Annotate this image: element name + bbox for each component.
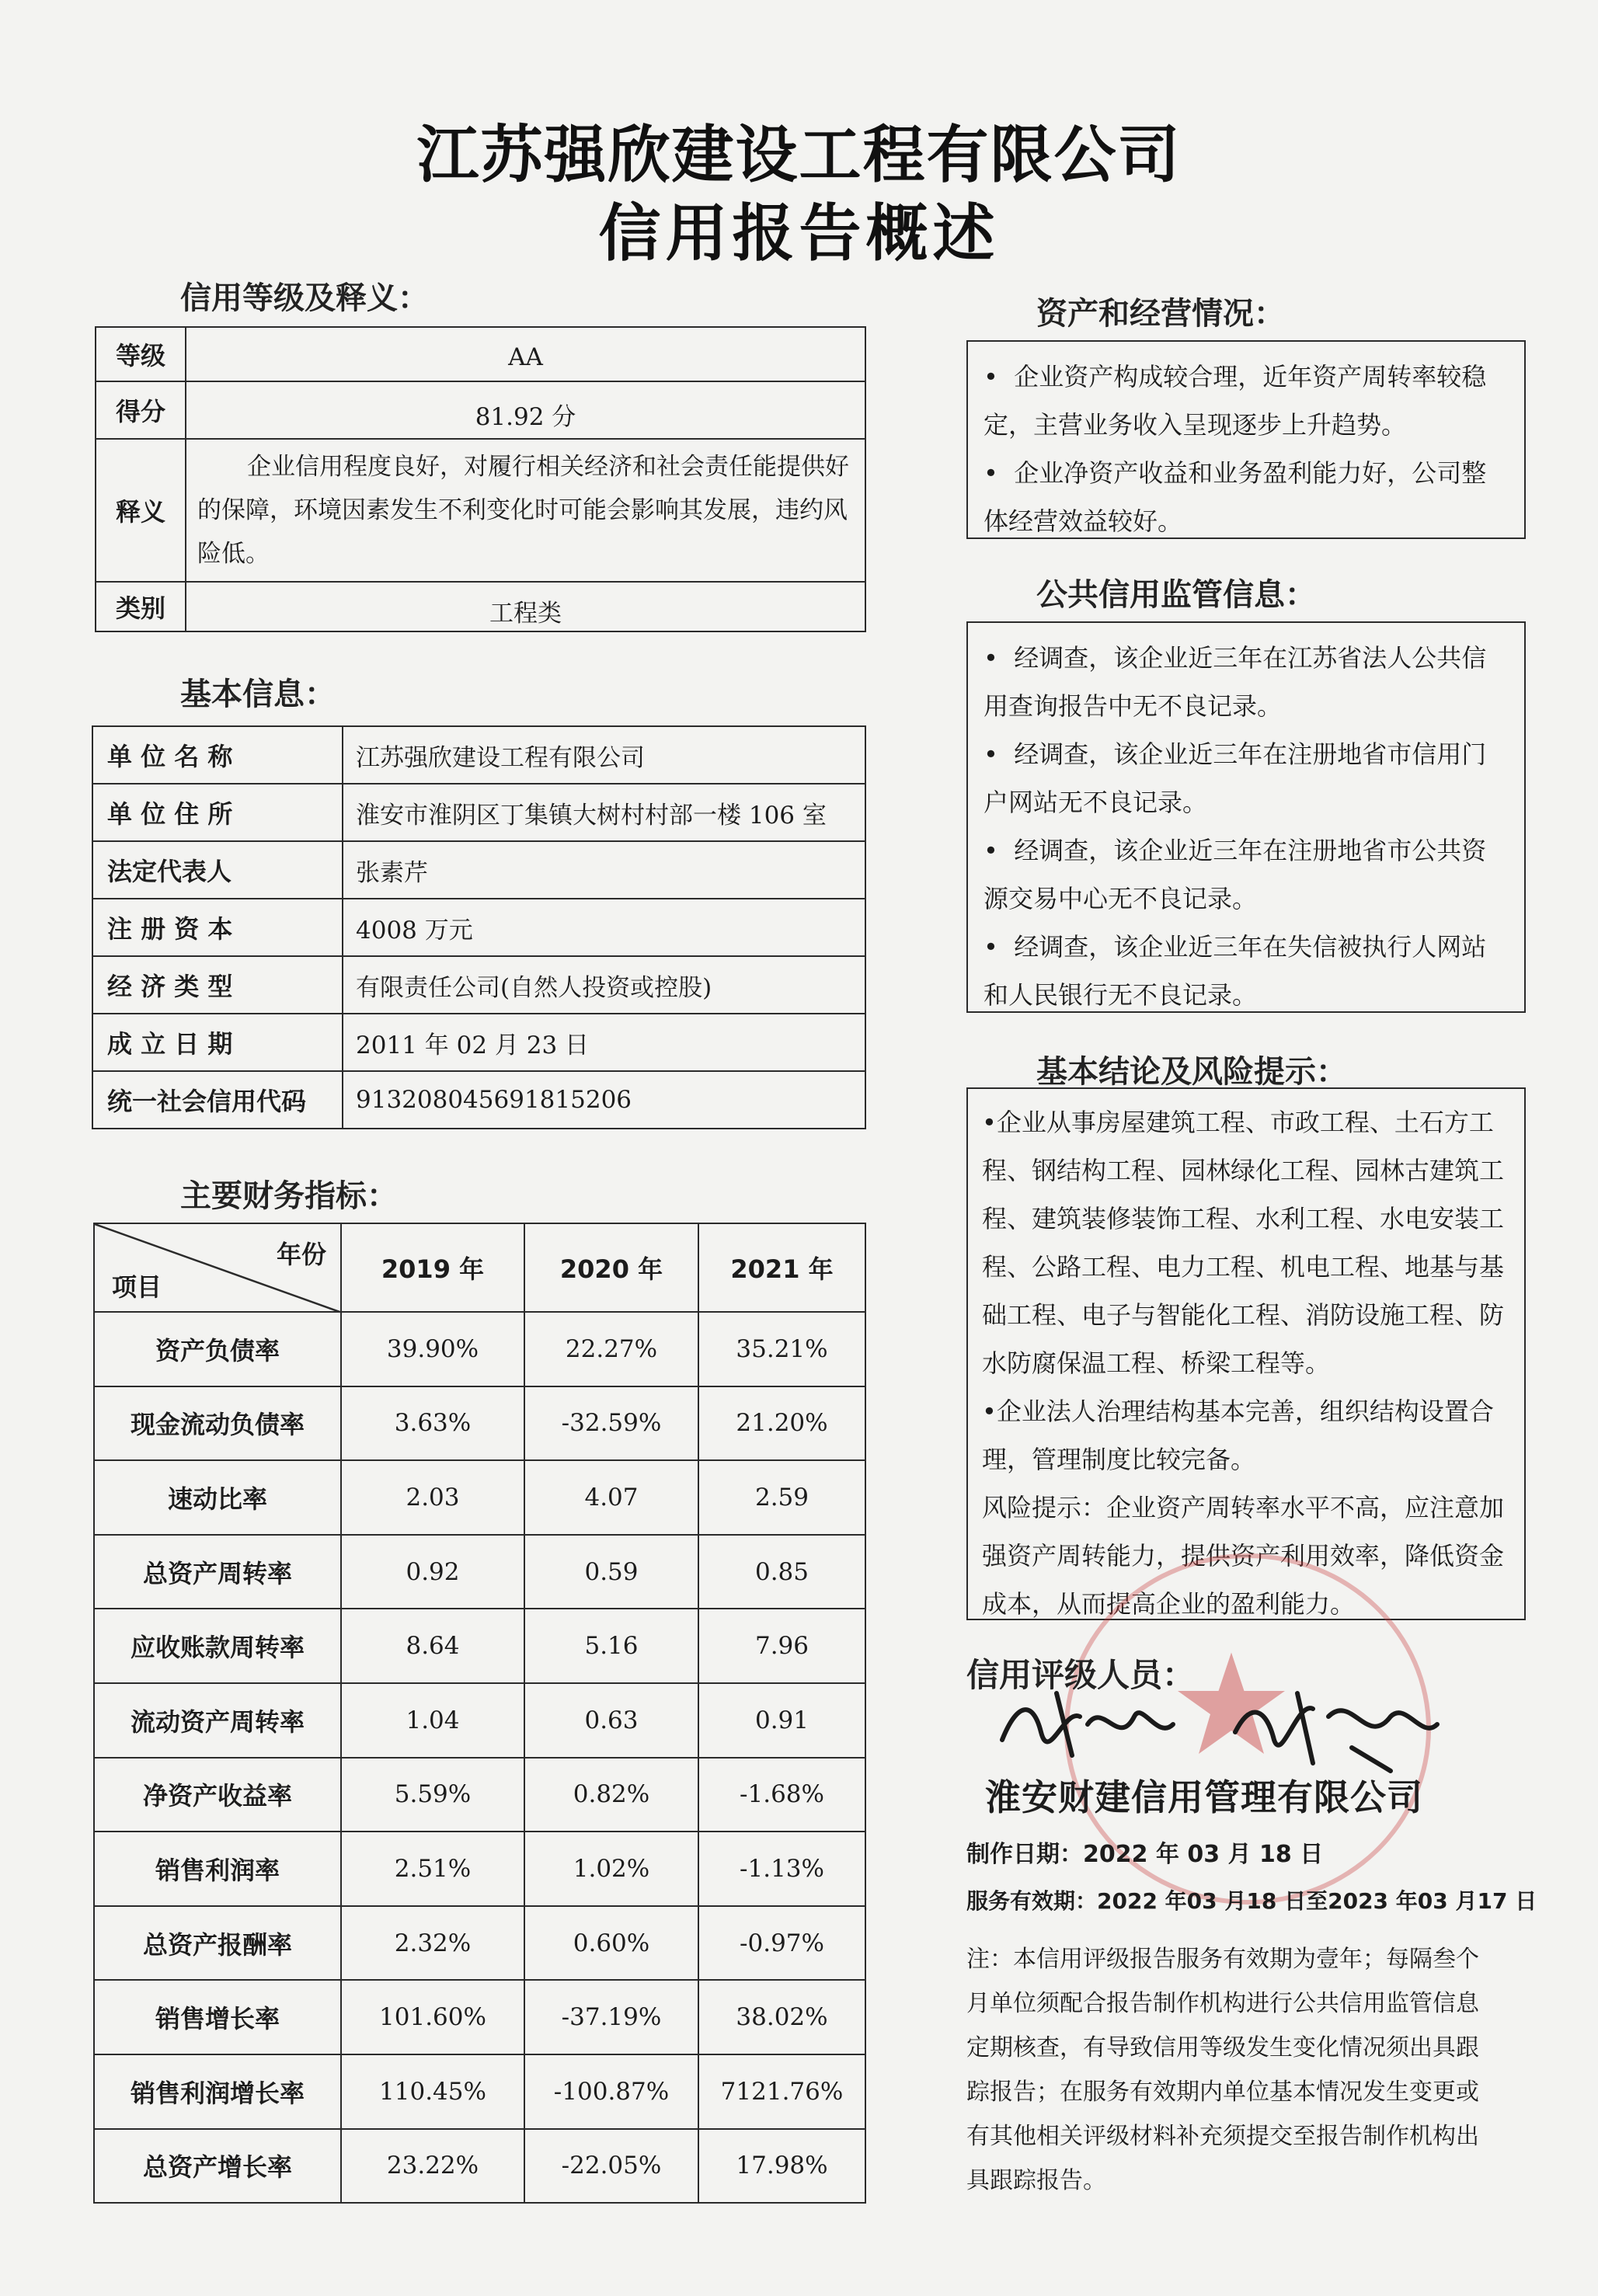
finance-value-cell: 7121.76% [698,2054,865,2129]
year-header: 2020 年 [524,1223,698,1312]
finance-value-cell: -1.68% [698,1758,865,1832]
finance-row [94,1683,865,1758]
finance-value-cell: 0.91 [698,1683,865,1758]
conclusion-governance: •企业法人治理结构基本完善，组织结构设置合理，管理制度比较完备。 [982,1397,1494,1474]
public-credit-item: • 经调查，该企业近三年在注册地省市信用门户网站无不良记录。 [984,739,1487,817]
finance-value-cell: 0.63 [524,1683,698,1758]
public-credit-box [966,621,1526,1013]
score-value: 81.92 分 [186,381,865,439]
report-title-subtitle: 信用报告概述 [598,197,1000,270]
basic-info-label: 单 位 住 所 [92,784,343,841]
finance-indicator-name: 净资产收益率 [94,1758,341,1832]
grade-label: 等级 [96,327,186,381]
basic-info-value: 4008 万元 [343,899,865,956]
assets-item-text: 企业净资产收益和业务盈利能力好，公司整体经营效益较好。 [984,458,1487,536]
basic-info-value: 江苏强欣建设工程有限公司 [343,726,865,784]
basic-info-value: 2011 年 02 月 23 日 [343,1014,865,1071]
assets-item-text: 企业资产构成较合理，近年资产周转率较稳定，主营业务收入呈现逐步上升趋势。 [984,362,1487,440]
finance-row [94,1460,865,1535]
basic-info-value: 有限责任公司(自然人投资或控股) [343,956,865,1014]
basic-info-label: 注 册 资 本 [92,899,343,956]
finance-value-cell: -37.19% [524,1980,698,2054]
finance-value-cell: 0.85 [698,1535,865,1609]
finance-value-cell: 7.96 [698,1609,865,1683]
basic-info-heading: 基本信息： [180,677,336,712]
validity-period: 服务有效期：2022 年03 月18 日至2023 年03 月17 日 [966,1888,1537,1914]
issuer-company: 淮安财建信用管理有限公司 [985,1776,1423,1818]
finance-value-cell: 1.04 [341,1683,524,1758]
finance-indicator-name: 总资产报酬率 [94,1906,341,1981]
finance-value-cell: 0.60% [524,1906,698,1981]
conclusion-box [966,1087,1526,1620]
finance-value-cell: 110.45% [341,2054,524,2129]
finance-indicator-name: 销售增长率 [94,1980,341,2054]
finance-value-cell: 3.63% [341,1386,524,1461]
conclusion-risk: 风险提示：企业资产周转率水平不高，应注意加强资产周转能力，提供资产利用效率，降低资金成本，从而提高企业的盈利能力。 [982,1493,1505,1619]
grade-value: AA [186,327,865,381]
basic-info-row [92,1014,865,1071]
finance-indicator-name: 速动比率 [94,1460,341,1535]
finance-value-cell: 5.16 [524,1609,698,1683]
basic-info-table [92,725,866,1129]
basic-info-label: 成 立 日 期 [92,1014,343,1071]
public-credit-item-text: 经调查，该企业近三年在江苏省法人公共信用查询报告中无不良记录。 [984,643,1487,721]
finance-table [93,1223,866,2204]
assets-heading: 资产和经营情况： [1036,296,1285,332]
public-credit-item-text: 经调查，该企业近三年在注册地省市信用门户网站无不良记录。 [984,739,1487,817]
finance-value-cell: -1.13% [698,1832,865,1906]
finance-value-cell: 2.32% [341,1906,524,1981]
finance-value-cell: 2.59 [698,1460,865,1535]
score-label: 得分 [96,381,186,439]
conclusion-heading: 基本结论及风险提示： [1036,1054,1347,1090]
finance-row [94,2054,865,2129]
finance-indicator-name: 现金流动负债率 [94,1386,341,1461]
meaning-label: 释义 [96,439,186,582]
finance-value-cell: 38.02% [698,1980,865,2054]
finance-value-cell: 0.82% [524,1758,698,1832]
basic-info-value: 913208045691815206 [343,1071,865,1129]
finance-row [94,1535,865,1609]
basic-info-row [92,841,865,899]
basic-info-label: 法定代表人 [92,841,343,899]
basic-info-row [92,956,865,1014]
finance-row [94,1906,865,1981]
finance-value-cell: 22.27% [524,1312,698,1386]
rating-heading: 信用等级及释义： [180,280,429,316]
rater-signatures [987,1678,1453,1779]
finance-value-cell: -32.59% [524,1386,698,1461]
basic-info-row [92,726,865,784]
finance-value-cell: 23.22% [341,2129,524,2204]
finance-indicator-name: 销售利润率 [94,1832,341,1906]
corner-item-label: 项目 [112,1272,162,1302]
finance-value-cell: 4.07 [524,1460,698,1535]
category-label: 类别 [96,582,186,631]
finance-row [94,1312,865,1386]
finance-value-cell: 5.59% [341,1758,524,1832]
finance-value-cell: 1.02% [524,1832,698,1906]
finance-value-cell: 0.92 [341,1535,524,1609]
finance-row [94,1758,865,1832]
finance-value-cell: 0.59 [524,1535,698,1609]
finance-indicator-name: 流动资产周转率 [94,1683,341,1758]
basic-info-row [92,899,865,956]
finance-indicator-name: 资产负债率 [94,1312,341,1386]
rating-table [95,326,866,632]
finance-value-cell: 17.98% [698,2129,865,2204]
finance-row [94,1980,865,2054]
year-header: 2019 年 [341,1223,524,1312]
finance-value-cell: 2.51% [341,1832,524,1906]
finance-indicator-name: 总资产增长率 [94,2129,341,2204]
public-credit-item-text: 经调查，该企业近三年在注册地省市公共资源交易中心无不良记录。 [984,836,1487,913]
finance-corner-cell [94,1223,341,1312]
issue-date: 制作日期：2022 年 03 月 18 日 [966,1841,1324,1868]
public-credit-item-text: 经调查，该企业近三年在失信被执行人网站和人民银行无不良记录。 [984,932,1487,1010]
assets-item: • 企业净资产收益和业务盈利能力好，公司整体经营效益较好。 [984,458,1487,536]
finance-row [94,1609,865,1683]
finance-value-cell: 21.20% [698,1386,865,1461]
basic-info-row [92,784,865,841]
public-credit-item: • 经调查，该企业近三年在江苏省法人公共信用查询报告中无不良记录。 [984,643,1487,721]
service-note: 注：本信用评级报告服务有效期为壹年；每隔叁个月单位须配合报告制作机构进行公共信用监管信息定期核查，有导致信用等级发生变化情况须出具跟踪报告；在服务有效期内单位基本情况发生变更或有其他相关评级材料补充须提交至报告制作机构出具跟踪报告。 [966,1946,1479,2194]
finance-row [94,1386,865,1461]
finance-indicator-name: 总资产周转率 [94,1535,341,1609]
finance-indicator-name: 销售利润增长率 [94,2054,341,2129]
finance-value-cell: 8.64 [341,1609,524,1683]
basic-info-value: 淮安市淮阴区丁集镇大树村村部一楼 106 室 [343,784,865,841]
finance-indicator-name: 应收账款周转率 [94,1609,341,1683]
finance-heading: 主要财务指标： [180,1178,398,1214]
finance-value-cell: -100.87% [524,2054,698,2129]
conclusion-business-scope: •企业从事房屋建筑工程、市政工程、土石方工程、钢结构工程、园林绿化工程、园林古建筑工程、建筑装修装饰工程、水利工程、水电安装工程、公路工程、电力工程、机电工程、地基与基础工程、电子与智能化工程、消防设施工程、防水防腐保温工程、桥梁工程等。 [982,1108,1505,1378]
finance-value-cell: -0.97% [698,1906,865,1981]
finance-value-cell: 39.90% [341,1312,524,1386]
raters-label: 信用评级人员： [966,1656,1196,1694]
report-title-company: 江苏强欣建设工程有限公司 [416,119,1182,191]
basic-info-label: 单 位 名 称 [92,726,343,784]
public-credit-item: • 经调查，该企业近三年在失信被执行人网站和人民银行无不良记录。 [984,932,1487,1010]
finance-row [94,1832,865,1906]
category-value: 工程类 [186,582,865,631]
public-credit-item: • 经调查，该企业近三年在注册地省市公共资源交易中心无不良记录。 [984,836,1487,913]
basic-info-row [92,1071,865,1129]
corner-year-label: 年份 [276,1240,326,1269]
assets-item: • 企业资产构成较合理，近年资产周转率较稳定，主营业务收入呈现逐步上升趋势。 [984,362,1487,440]
basic-info-value: 张素芹 [343,841,865,899]
public-credit-heading: 公共信用监管信息： [1036,577,1316,613]
assets-box [966,340,1526,539]
finance-value-cell: 35.21% [698,1312,865,1386]
finance-value-cell: 2.03 [341,1460,524,1535]
meaning-value: 企业信用程度良好，对履行相关经济和社会责任能提供好的保障，环境因素发生不利变化时可能会影响其发展，违约风险低。 [186,439,865,582]
year-header: 2021 年 [698,1223,865,1312]
finance-value-cell: -22.05% [524,2129,698,2204]
finance-row [94,2129,865,2204]
finance-value-cell: 101.60% [341,1980,524,2054]
basic-info-label: 经 济 类 型 [92,956,343,1014]
basic-info-label: 统一社会信用代码 [92,1071,343,1129]
